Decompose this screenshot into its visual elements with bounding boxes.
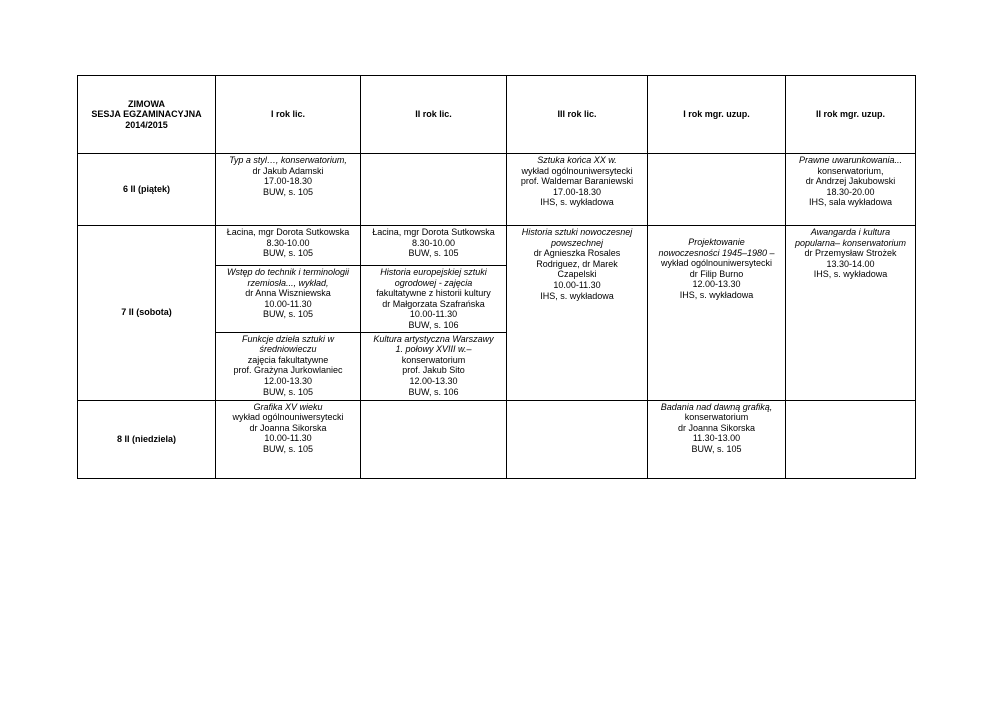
class-line: wykład ogólnouniwersytecki <box>521 165 633 176</box>
class-title: Łacina, mgr Dorota Sutkowska <box>372 227 495 237</box>
class-title: Kultura artystyczna Warszawy <box>373 333 494 344</box>
class-line: konserwatorium <box>684 412 749 423</box>
class-line: BUW, s. 106 <box>408 386 459 397</box>
class-line: 12.00-13.30 <box>263 375 313 386</box>
session-title-header <box>78 76 216 154</box>
class-title: powszechnej <box>550 237 604 248</box>
class-cell <box>361 226 507 266</box>
class-title: rzemiosła..., wykład, <box>247 277 329 288</box>
class-line: zajęcia fakultatywne <box>247 354 329 365</box>
class-line: dr Joanna Sikorska <box>249 422 327 433</box>
day-label: 8 II (niedziela) <box>78 400 216 478</box>
class-line: 17.00-18.30 <box>263 176 313 187</box>
class-line: konserwatorium, <box>817 165 884 176</box>
class-cell <box>216 266 361 333</box>
class-line: dr Agnieszka Rosales <box>533 248 621 259</box>
class-line: 10.00-11.30 <box>553 279 601 290</box>
class-line: 13.30-14.00 <box>826 258 875 269</box>
class-line: prof. Grażyna Jurkowlaniec <box>233 365 343 376</box>
header-row <box>78 76 916 154</box>
class-title: Funkcje dzieła sztuki w <box>241 333 335 344</box>
class-title: Typ a styl…, konserwatorium, <box>229 155 347 165</box>
class-line: dr Jakub Adamski <box>252 165 324 176</box>
session-title-line: 2014/2015 <box>125 119 168 130</box>
class-line: Czapelski <box>557 269 597 280</box>
day-row <box>78 226 916 266</box>
column-header: I rok mgr. uzup. <box>648 76 786 154</box>
day-row <box>78 154 916 226</box>
class-line: IHS, s. wykładowa <box>679 289 754 300</box>
class-line: prof. Waldemar Baraniewski <box>520 176 634 187</box>
class-line: BUW, s. 105 <box>262 309 314 320</box>
session-title-line: ZIMOWA <box>128 98 165 109</box>
class-line: fakultatywne z historii kultury <box>376 288 491 299</box>
class-line: BUW, s. 106 <box>408 319 459 330</box>
class-cell <box>216 226 361 266</box>
class-title: popularna– konserwatorium <box>794 237 907 248</box>
day-label: 6 II (piątek) <box>78 154 216 226</box>
class-line: dr Małgorzata Szafrańska <box>382 298 485 309</box>
class-line: 10.00-11.30 <box>409 309 458 320</box>
class-line: dr Filip Burno <box>689 268 744 279</box>
class-line: IHS, s. wykładowa <box>813 269 888 280</box>
empty-cell <box>648 154 786 226</box>
class-line: Rodriguez, dr Marek <box>536 258 618 269</box>
class-title: Wstęp do technik i terminologii <box>226 267 350 277</box>
class-line: 10.00-11.30 <box>264 433 312 444</box>
class-cell <box>361 332 507 400</box>
day-label: 7 II (sobota) <box>78 226 216 401</box>
class-line: dr Anna Wiszniewska <box>245 288 331 299</box>
empty-cell <box>361 154 507 226</box>
class-title: Łacina, mgr Dorota Sutkowska <box>226 227 350 237</box>
column-header: II rok mgr. uzup. <box>786 76 916 154</box>
class-cell <box>786 154 916 226</box>
class-title: Sztuka końca XX w. <box>537 155 617 165</box>
class-line: BUW, s. 105 <box>262 248 314 259</box>
exam-schedule-table <box>77 75 916 479</box>
class-title: Projektowanie <box>688 237 745 247</box>
class-line: dr Joanna Sikorska <box>677 422 756 433</box>
column-header: I rok lic. <box>216 76 361 154</box>
class-cell <box>507 226 648 401</box>
column-header: II rok lic. <box>361 76 507 154</box>
class-title: 1. połowy XVIII w.– <box>395 344 472 355</box>
class-line: IHS, s. wykładowa <box>540 290 614 301</box>
class-title: Historia europejskiej sztuki <box>380 267 487 277</box>
class-line: BUW, s. 105 <box>262 386 314 397</box>
session-title-line: SESJA EGZAMINACYJNA <box>91 109 202 120</box>
class-line: IHS, sala wykładowa <box>808 197 893 208</box>
class-line: 8.30-10.00 <box>411 237 456 248</box>
class-line: BUW, s. 105 <box>262 186 314 197</box>
class-title: ogrodowej - zajęcia <box>394 277 473 288</box>
class-title: średniowieczu <box>259 344 317 355</box>
class-line: wykład ogólnouniwersytecki <box>660 258 773 269</box>
class-line: 12.00-13.30 <box>692 279 741 290</box>
class-line: 17.00-18.30 <box>552 186 602 197</box>
class-line: wykład ogólnouniwersytecki <box>232 412 344 423</box>
empty-cell <box>361 400 507 478</box>
class-line: dr Andrzej Jakubowski <box>805 176 896 187</box>
class-title: Grafika XV wieku <box>253 401 323 412</box>
class-cell <box>361 266 507 333</box>
class-cell <box>648 226 786 401</box>
class-line: BUW, s. 105 <box>408 248 459 259</box>
class-line: konserwatorium <box>401 354 466 365</box>
class-line: BUW, s. 105 <box>262 443 314 454</box>
class-cell <box>507 154 648 226</box>
column-header: III rok lic. <box>507 76 648 154</box>
class-cell <box>648 400 786 478</box>
class-line: 11.30-13.00 <box>692 433 741 444</box>
empty-cell <box>507 400 648 478</box>
class-line: 8.30-10.00 <box>266 237 310 248</box>
empty-cell <box>786 400 916 478</box>
class-line: dr Przemysław Strożek <box>804 248 897 259</box>
class-title: Badania nad dawną grafiką, <box>660 401 773 412</box>
class-line: 18.30-20.00 <box>826 186 875 197</box>
class-cell <box>216 154 361 226</box>
class-cell <box>786 226 916 401</box>
class-cell <box>216 332 361 400</box>
class-line: BUW, s. 105 <box>691 443 742 454</box>
class-title: nowoczesności 1945–1980 – <box>658 247 775 258</box>
class-title: Awangarda i kultura <box>810 227 891 237</box>
class-line: IHS, s. wykładowa <box>540 197 614 208</box>
class-cell <box>216 400 361 478</box>
class-line: 10.00-11.30 <box>264 298 312 309</box>
day-row <box>78 400 916 478</box>
class-line: prof. Jakub Sito <box>402 365 465 376</box>
class-title: Prawne uwarunkowania... <box>798 155 903 165</box>
class-title: Historia sztuki nowoczesnej <box>521 227 633 237</box>
class-line: 12.00-13.30 <box>409 375 458 386</box>
